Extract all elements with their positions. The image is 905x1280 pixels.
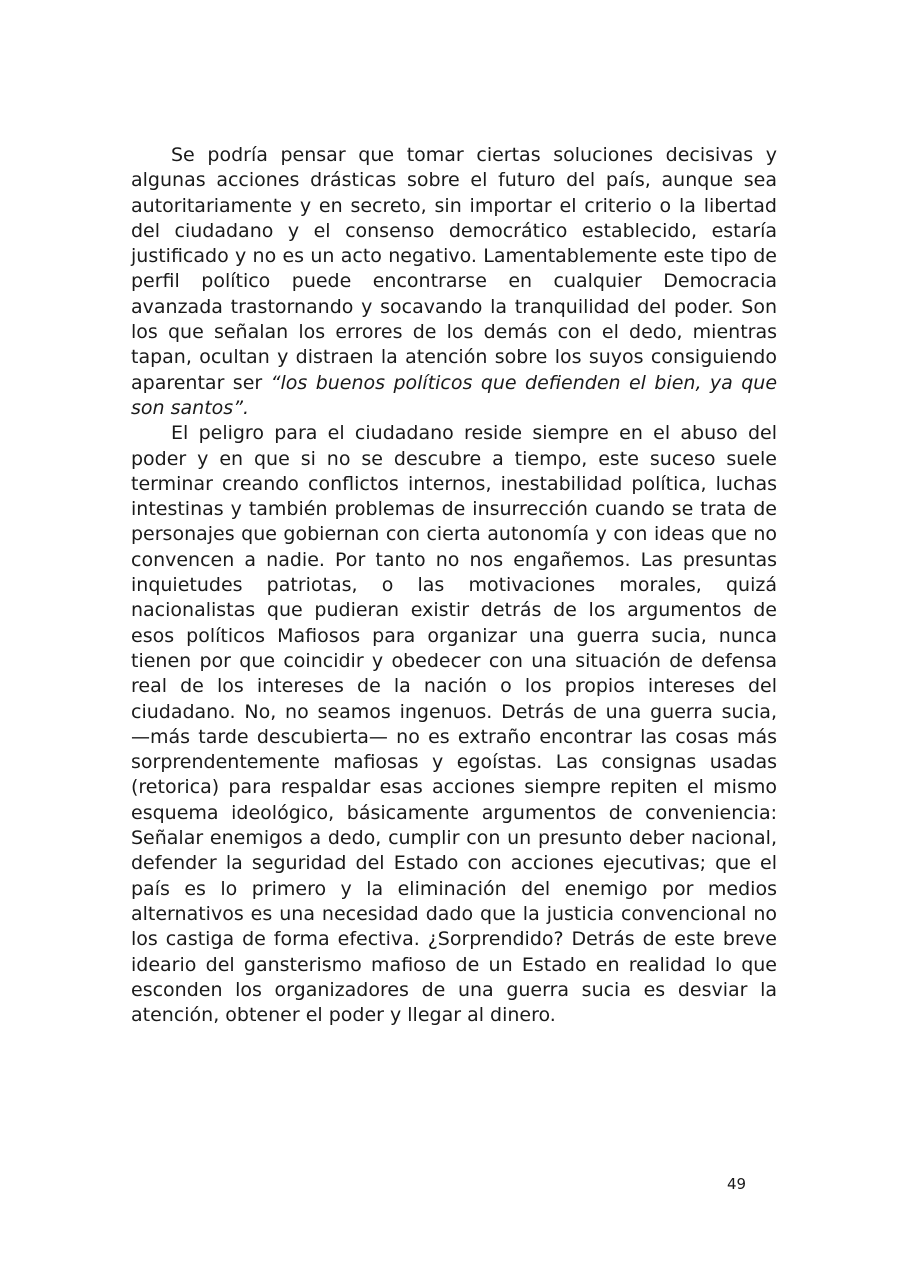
paragraph-2-text: El peligro para el ciudadano reside siempre en el abuso del poder y en que si no se descubre a tiempo, este suceso suele terminar creando conflictos internos, inestabilidad política, luchas intestinas y también problemas de insurrección cuando se trata de personajes que gobiernan con cierta autonomía y con ideas que no convencen a nadie. Por tanto no nos engañemos. Las presuntas inquietudes patriotas, o las motivaciones morales, quizá nacionalistas que pudieran existir detrás de los argumentos de esos políticos Mafiosos para organizar una guerra sucia, nunca tienen por que coincidir y obedecer con una situación de defensa real de los intereses de la nación o los propios intereses del ciudadano. No, no seamos ingenuos. Detrás de una guerra sucia, —más tarde descubierta— no es extraño encontrar las cosas más sorprendentemente mafiosas y egoístas. Las consignas usadas (retorica) para respaldar esas acciones siempre repiten el mismo esquema ideológico, básicamente argumentos de conveniencia: Señalar enemigos a dedo, cumplir con un presunto deber nacional, defender la seguridad del Estado con acciones ejecutivas; que el país es lo primero y la eliminación del enemigo por medios alternativos es una necesidad dado que la justicia convencional no los castiga de forma efectiva. ¿Sorprendido? Detrás de este breve ideario del gansterismo mafioso de un Estado en realidad lo que esconden los organizadores de una guerra sucia es desviar la atención, obtener el poder y llegar al dinero. bbox=[131, 422, 777, 1027]
paragraph-1-quote: “los buenos políticos que defienden el bien, ya que son santos”. bbox=[131, 371, 778, 419]
page-number: 49 bbox=[727, 1175, 747, 1193]
paragraph-1 bbox=[131, 143, 777, 421]
body-text bbox=[131, 143, 777, 1028]
paragraph-2 bbox=[131, 421, 777, 1028]
paragraph-1-text: Se podría pensar que tomar ciertas soluciones decisivas y algunas acciones drásticas sobre el futuro del país, aunque sea autoritariamente y en secreto, sin importar el criterio o la libertad del ciudadano y el consenso democrático establecido, estaría justificado y no es un acto negativo. Lamentablemente este tipo de perfil político puede encontrarse en cualquier Democracia avanzada trastornando y socavando la tranquilidad del poder. Son los que señalan los errores de los demás con el dedo, mientras tapan, ocultan y distraen la atención sobre los suyos consiguiendo aparentar ser bbox=[131, 144, 777, 394]
